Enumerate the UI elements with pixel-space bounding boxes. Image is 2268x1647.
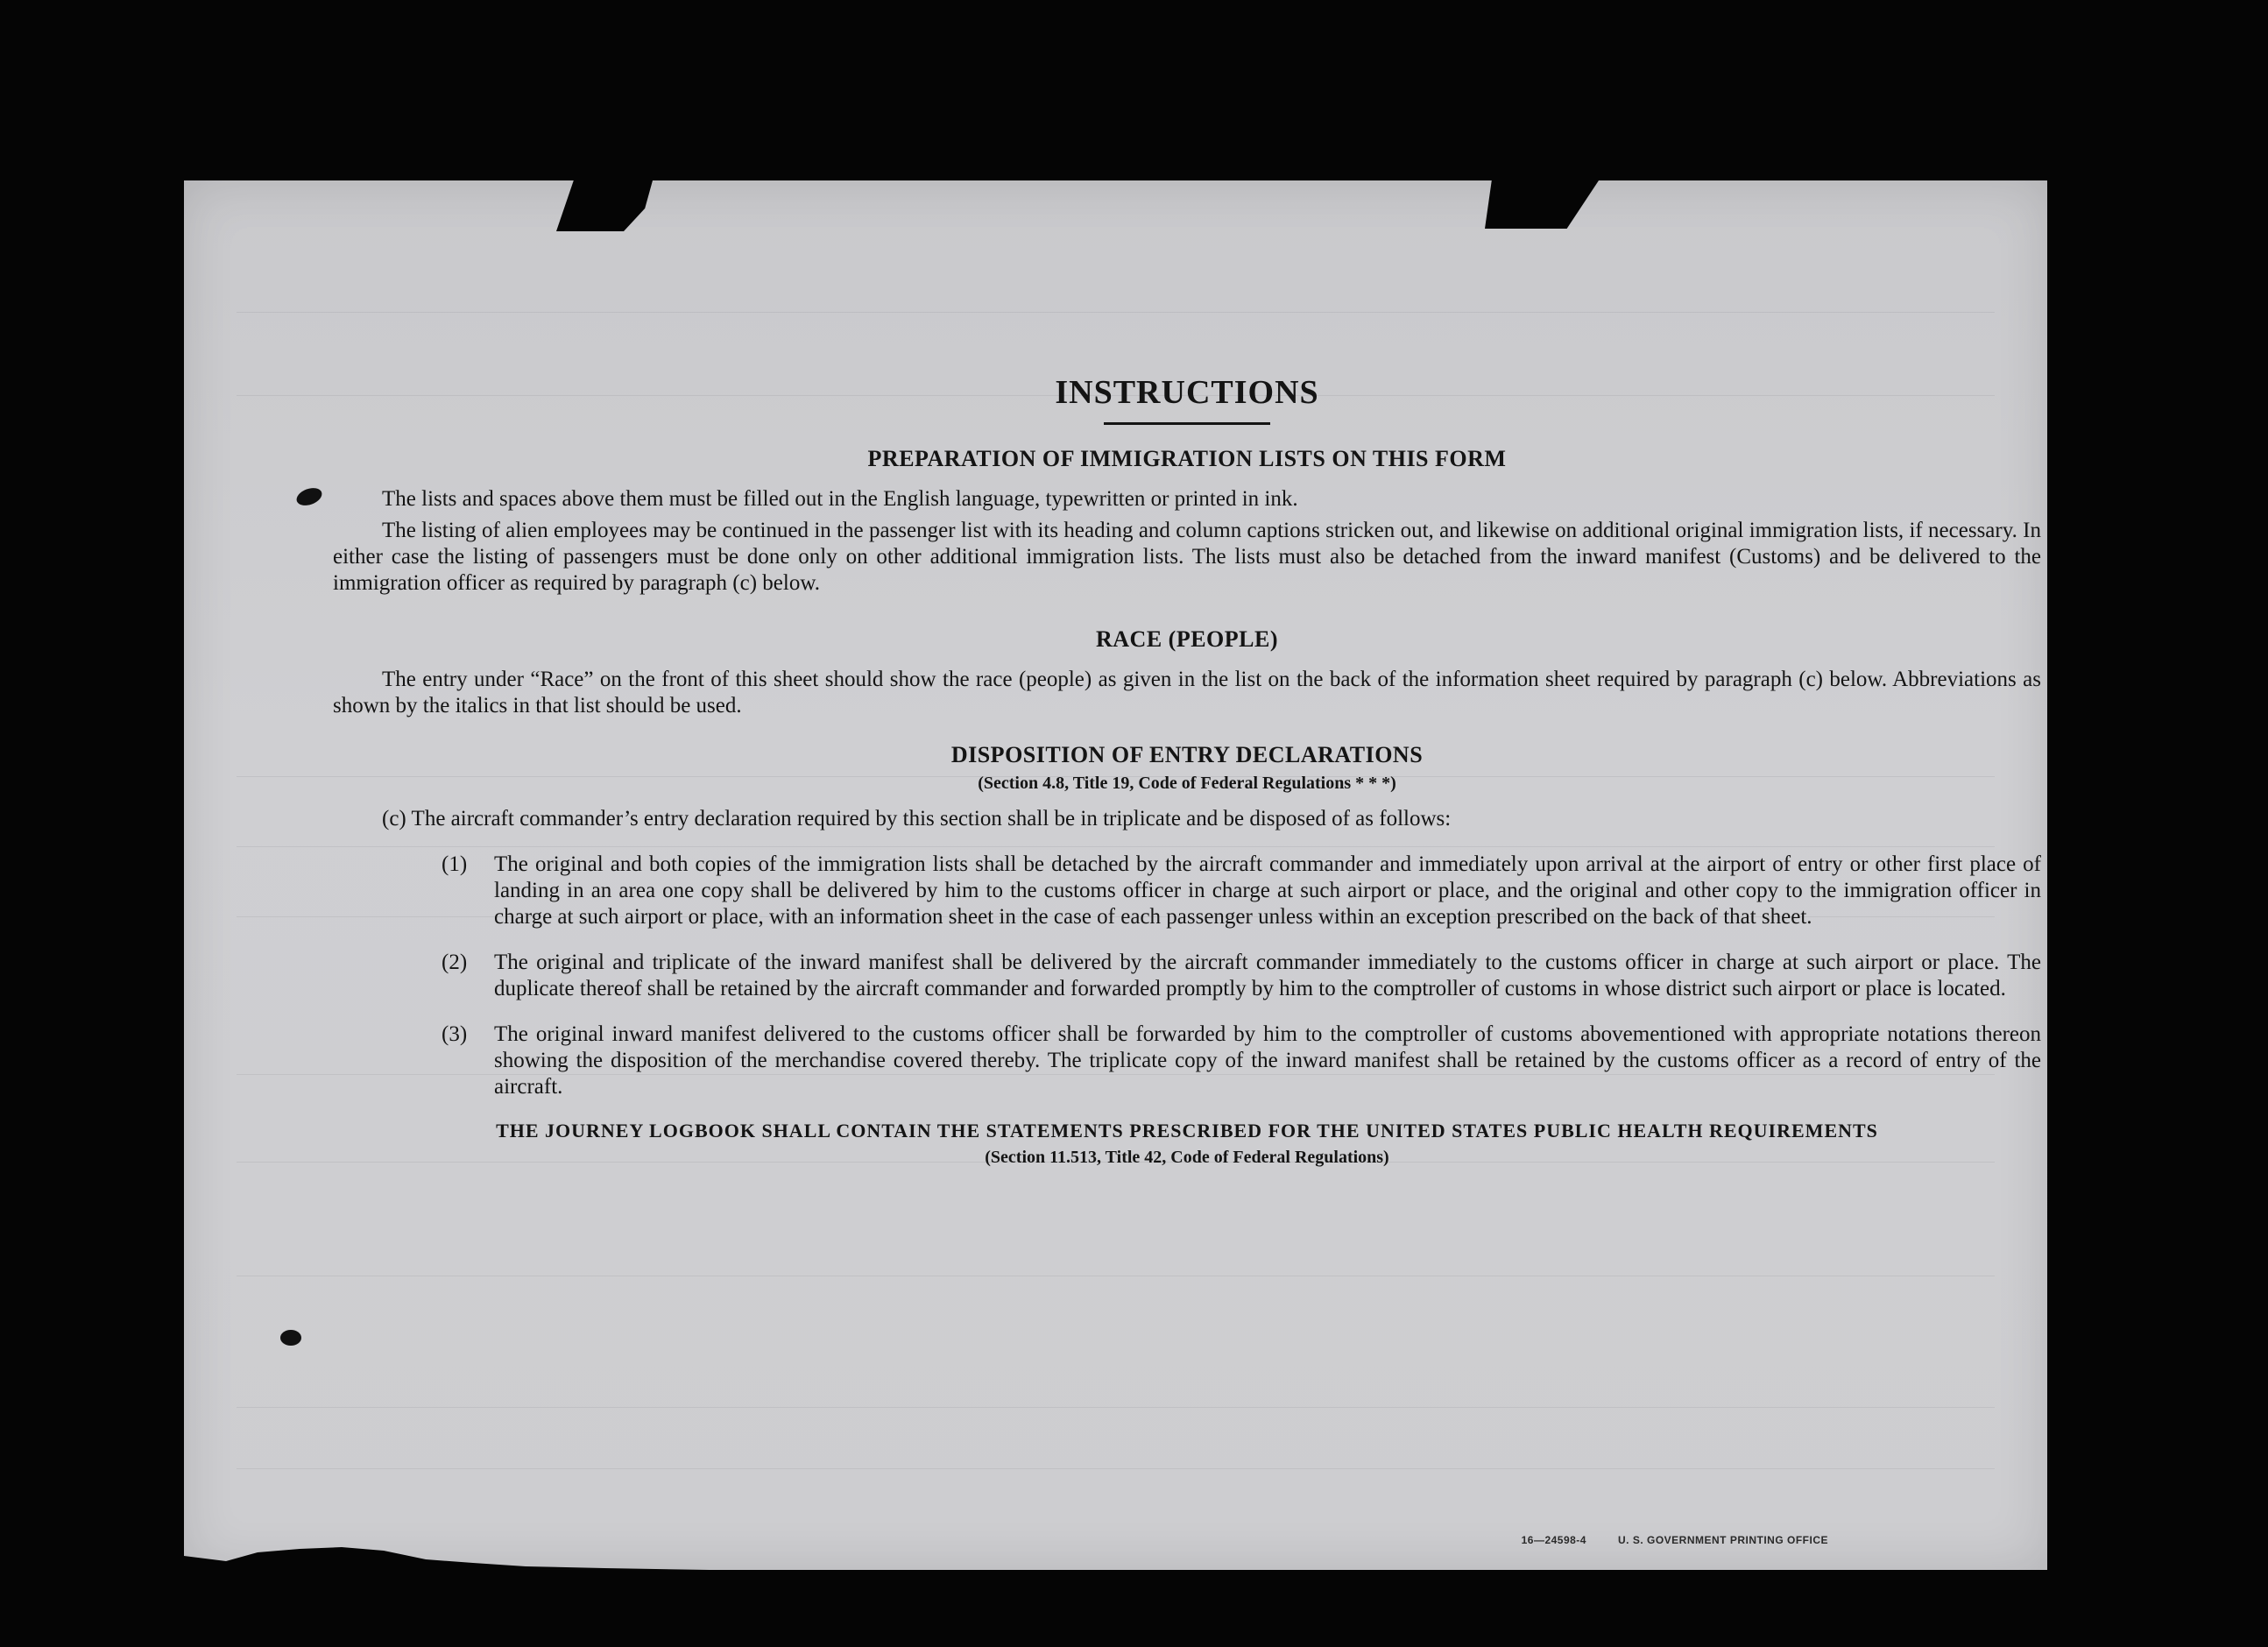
disposition-item	[442, 950, 2041, 1002]
race-paragraph: The entry under “Race” on the front of this sheet should show the race (people) as given in the list on the back of the information sheet required by paragraph (c) below. Abbreviations as shown by the italics in that list should be used.	[333, 668, 2041, 717]
item-text: The original and both copies of the immigration lists shall be detached by the aircraft commander and immediately upon arrival at the airport of entry or other first place of landing in an area one copy shall be delivered by him to the customs officer in charge at such airport or place, and the original and other copy to the immigration officer in charge at such airport or place, with an information sheet in the case of each passenger unless within an exception prescribed on the back of that sheet.	[494, 852, 2041, 929]
disposition-intro: (c) The aircraft commander’s entry declaration required by this section shall be in triplicate and be disposed of as follows:	[382, 807, 1452, 831]
logbook-citation: (Section 11.513, Title 42, Code of Federal Regulations)	[985, 1148, 1389, 1167]
item-number: (2)	[442, 951, 468, 974]
ink-smudge	[294, 484, 324, 508]
ink-smudge	[280, 1330, 301, 1346]
form-number: 16—24598-4	[1521, 1534, 1586, 1546]
item-number: (3)	[442, 1022, 468, 1046]
item-text: The original and triplicate of the inward manifest shall be delivered by the aircraft commander immediately to the customs officer in charge at such airport or place. The duplicate thereof shall be retained by the aircraft commander and forwarded promptly by him to the comptroller of customs in whose district such airport or place is located.	[494, 951, 2041, 1000]
item-number: (1)	[442, 852, 468, 876]
printer-name: U. S. GOVERNMENT PRINTING OFFICE	[1617, 1534, 1828, 1546]
immigration-paragraph: The listing of alien employees may be continued in the passenger list with its heading and column captions stricken out, and likewise on additional original immigration lists, if necessary. In either case the listing of passengers must be done only on other additional immigration lists. The lists must also be detached from the inward manifest (Customs) and be delivered to the immigration officer as required by paragraph (c) below.	[333, 519, 2041, 595]
immigration-heading: PREPARATION OF IMMIGRATION LISTS ON THIS FORM	[867, 446, 1507, 471]
disposition-heading: DISPOSITION OF ENTRY DECLARATIONS	[950, 742, 1424, 767]
show-through-line	[237, 312, 1995, 313]
logbook-heading: THE JOURNEY LOGBOOK SHALL CONTAIN THE STATEMENTS PRESCRIBED FOR THE UNITED STATES PUBLIC HEALTH REQUIREMENTS	[496, 1120, 1878, 1142]
item-text: The original inward manifest delivered to the customs officer shall be forwarded by him to the comptroller of customs abovementioned with appropriate notations thereon showing the disposition of the merchandise covered thereby. The triplicate copy of the inward manifest shall be retained by the customs officer as a record of entry of the aircraft.	[494, 1022, 2041, 1099]
title-underline	[1104, 422, 1270, 425]
page-title: INSTRUCTIONS	[1055, 374, 1319, 411]
show-through-line	[237, 1407, 1995, 1408]
torn-edge-bottom	[184, 1535, 710, 1570]
torn-notch-right	[1485, 180, 1599, 229]
disposition-citation: (Section 4.8, Title 19, Code of Federal Regulations * * *)	[978, 774, 1396, 793]
disposition-item	[442, 1021, 2041, 1100]
document-page	[184, 180, 2047, 1570]
race-heading: RACE (PEOPLE)	[1096, 626, 1278, 652]
show-through-line	[237, 1468, 1995, 1469]
printer-imprint	[1522, 1534, 1828, 1546]
instructions-body	[333, 373, 2041, 1191]
disposition-item	[442, 852, 2041, 930]
torn-notch-left	[556, 180, 653, 231]
immigration-paragraph: The lists and spaces above them must be filled out in the English language, typewritten or printed in ink.	[382, 487, 1298, 511]
